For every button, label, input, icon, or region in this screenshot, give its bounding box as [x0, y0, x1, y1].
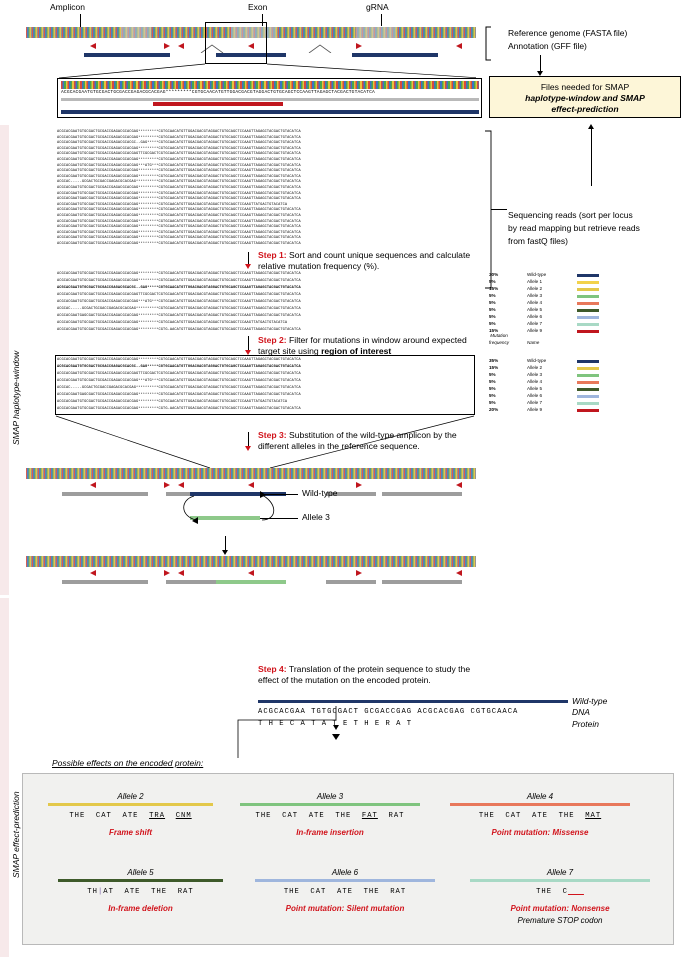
effects-heading: Possible effects on the encoded protein:: [52, 758, 204, 768]
raw-read-line: ACGCACGAATGTGCGACTGCGACCGAGACGCACGAG*********CGTGCAACATGTTGGACGACGTAGGACTGTGCAGCTCCAAGTTAGAGCTACGACTGTACATCA: [57, 157, 301, 162]
selection-box-amplicon: [205, 22, 267, 64]
step4-protein-sequence: T H E C A T A T E T H E R A T: [258, 720, 413, 728]
step2-row-seq: ACGCAC-----GCGACTGCGACCGAGACGCACGAG**********CGTGCAACATGTTGGACGACGTAGGACTGTGCAGCTCCAAGTTAGAGCTACGACTGTACATCA: [57, 386, 301, 390]
step3-collapse-lines: [55, 415, 480, 469]
step1-row-seq: ACGCACGAATGTGCGACTGCGACCGAGACGCACGAG*********CGTG-AACATGTTGGACGACGTAGGACTGTGCAGCTCCAAGTTAGAGCTACGACTGTACATCA: [57, 328, 301, 332]
step4-dna-sequence: ACGCACGAA TGTGCGACT GCGACCGAG ACGCACGAG CGTGCAACA: [258, 708, 519, 716]
step1-row-name: Wild-type: [527, 272, 547, 277]
label-wild-type-dna: Wild-type: [572, 696, 608, 706]
effect-protein-allele4: [450, 812, 630, 820]
zoom-nucleotide-ruler: [61, 81, 479, 89]
step1-row-seq: ACGCACGAATGTGCGACTGCGACCGAGACGCACGC--GAG*****CGTGCAACATGTTGGACGACGTAGGACTGTGCAGCTCCAAGTTAGAGCTACGACTGTACATCA: [57, 286, 301, 290]
effect-title-allele6: Allele 6: [331, 868, 359, 877]
codon: TRA: [149, 811, 166, 820]
effect-title-allele3: Allele 3: [316, 792, 344, 801]
raw-read-line: ACGCACGAATGTGCGACTGCGACCGAGACGCACGAG*********CGTGCAACATGTTGGACGACGTAGGACTGTGCAGCTCCAAGTTAGAGCTACGACTGTACATCA: [57, 225, 301, 230]
arrow-reads-to-files-head: [588, 124, 594, 129]
codon: AT: [103, 887, 114, 896]
step1-row-swatch: [577, 274, 599, 277]
step1-row-seq: ACGCAC-----GCGACTGCGACCGAGACGCACGAG**********CGTGCAACATGTTGGACGACGTAGGACTGTGCAGCTCCAAGTTAGAGCTACGACTGTACATCA: [57, 307, 301, 311]
files-needed-box: [489, 76, 681, 118]
codon: CAT: [95, 811, 112, 820]
effect-item-allele6: [255, 868, 435, 913]
step1-row-seq: ACGCACGAATGAGCGACTGCGACCGAGACGCACGAG*********CGTGCAACATGTTGGACGACGTAGGACTGTGCAGCTCCAAGTTAGAGCTACGACTGTACATCA: [57, 314, 301, 318]
effect-colorbar-allele3: [240, 803, 420, 806]
effect-colorbar-allele6: [255, 879, 435, 882]
codon: CAT: [505, 811, 522, 820]
raw-read-line: ACGCACGAATGTGCGACTGCGACCGAGACGCACGAG*********CGTGCAACATGTTGGACGACGTAGGACTGTGCAGCTCCAAGTTATGACTGTACATCA: [57, 202, 288, 207]
side-label-effect-prediction-text: SMAP effect-prediction: [11, 791, 21, 878]
step1-row-freq: 30%: [489, 272, 499, 277]
step1-row-freq: 5%: [489, 321, 496, 326]
step1-table: [57, 272, 677, 335]
step2-row-swatch: [577, 360, 599, 363]
step3-label: Step 3:: [258, 430, 287, 440]
raw-read-line: ACGCACGAATGTGCGACTGCGACCGAGACGCACGAG*********CGTGCAACATGTTGGACGACGTAGGACTGTGCAGCTCCAAGTTAGAGCTACGACTGTACATCA: [57, 169, 301, 174]
step2-row-freq: 15%: [489, 365, 499, 370]
effect-protein-allele3: [240, 812, 420, 820]
step2-row-freq: 35%: [489, 358, 499, 363]
step1-row-seq: ACGCACGAATGTGCGACTGCGACCGAGACGCACGAG***ATG***CGTGCAACATGTTGGACGACGTAGGACTGTGCAGCTCCAAGTTAGAGCTACGACTGTACATCA: [57, 300, 301, 304]
step1-row-swatch: [577, 330, 599, 333]
codon: ATE: [122, 811, 139, 820]
label-grna: gRNA: [366, 2, 389, 12]
label-amplicon: Amplicon: [50, 2, 85, 12]
genome-track-modified: [26, 556, 476, 592]
raw-read-line: ACGCACGAATGTGCGACTGCGACCGAGACGCACGAG*********CGTGCAACATGTTGGACGACGTAGGACTGTGCAGCTCCAAGTTAGAGCTACGACTGTACATCA: [57, 130, 301, 134]
note-sequencing-reads-2: by read mapping but retrieve reads: [508, 223, 640, 233]
codon: THE: [69, 811, 86, 820]
step2-label: Step 2:: [258, 335, 287, 345]
step2-row-freq: 5%: [489, 372, 496, 377]
effect-title-allele2: Allele 2: [117, 792, 144, 801]
step4-desc: Translation of the protein sequence to study the effect of the mutation on the encoded protein.: [258, 664, 471, 685]
step2-row-seq: ACGCACGAATGTGCGACTGCGACCGAGACGCACGAGTTCGCGACTCGTGCAACATGTTGGACGACGTAGGACTGTGCAGCTCCAAGTTAGAGCTACGACTGTACATCA: [57, 372, 301, 376]
step2-row-freq: 20%: [489, 407, 499, 412]
step1-row-name: Allele 9: [527, 328, 543, 333]
zoom-grey-bar: [61, 98, 479, 101]
raw-read-line: ACGCACGAATGTGCGACTGCGACCGAGACGCACGAG*********CGTGCAACATGTTGGACGACGTAGGACTGTGCAGCTCCAAGTTAGAGCTACGACTGTACATCA: [57, 185, 301, 190]
raw-read-line: ACGCACGAATGTGCGACTGCGACCGAGACGCACGAG*********CGTGCAACATGTTGGACGACGTAGGACTGTGCAGCTCCAAGTTAGAGCTACGACTGTACATCA: [57, 146, 301, 151]
step2-row-name: Allele 6: [527, 393, 543, 398]
effects-bracket: [236, 700, 346, 762]
effect-note-allele7: Premature STOP codon: [517, 915, 603, 925]
step1-row-freq: 5%: [489, 307, 496, 312]
step2-name-header-text: Name: [527, 340, 540, 345]
step2-row-seq: ACGCACGAATGTGCGACTGCGACCGAGACGCACGAG*********CGTG-AACATGTTGGACGACGTAGGACTGTGCAGCTCCAAGTTAGAGCTACGACTGTACATCA: [57, 407, 301, 411]
raw-read-line: ACGCACGAATGTGCGACTGCGACCGAGACGCACGAG*********CGTGCAACATGTTGGACGACGTAGGACTGTGCAGCTCCAAGTTAGAGCTACGACTGTACATCA: [57, 174, 301, 179]
codon: ATE: [532, 811, 548, 820]
codon: THE: [335, 811, 352, 820]
step1-row-freq: 5%: [489, 314, 496, 319]
step4-label: Step 4:: [258, 664, 287, 674]
step1-row-name: Allele 2: [527, 286, 543, 291]
step2-row-name: Allele 7: [527, 400, 543, 405]
step1-row-name: Allele 1: [527, 279, 543, 284]
step2-name-header: [527, 340, 539, 347]
wild-type-leader: [260, 494, 298, 495]
step2-row-swatch: [577, 395, 599, 398]
zoom-amplicon-bar: [61, 110, 479, 114]
raw-read-line: ACGCACGAATGTGCGACTGCGACCGAGACGCACGAG*********CGTGCAACATGTTGGACGACGTAGGACTGTGCAGCTCCAAGTTAGAGCTACGACTGTACATCA: [57, 213, 301, 218]
reads-bracket: [484, 130, 494, 290]
effect-protein-allele5: TH|AT ATE THE RAT: [87, 887, 194, 896]
step1-row-swatch: [577, 302, 599, 305]
step1-row-freq: 15%: [489, 286, 499, 291]
effect-item-allele5: [58, 868, 223, 913]
primer-arrows-middle: [26, 482, 476, 489]
codon: FAT: [361, 811, 378, 820]
codon: MAT: [585, 811, 602, 820]
step2-row-name: Allele 9: [527, 407, 543, 412]
codon: THE: [151, 887, 168, 896]
step1-label: Step 1:: [258, 250, 287, 260]
effect-colorbar-allele5: [58, 879, 223, 882]
note-reference-genome: Reference genome (FASTA file): [508, 28, 628, 38]
step2-table: [57, 358, 677, 414]
step2-desc: Filter for mutations in window around expected target site using: [258, 335, 467, 356]
raw-read-line: ACGCACGAATGAGCGACTGCGACCGAGACGCACGAG*********CGTGCAACATGTTGGACGACGTAGGACTGTGCAGCTCCAAGTTAGAGCTACGACTGTACATCA: [57, 197, 301, 202]
step2-freq-header: [480, 333, 518, 346]
zoom-connector-lines: [26, 63, 476, 79]
codon: THE: [536, 887, 553, 896]
codon: THE: [255, 811, 272, 820]
step1-row-swatch: [577, 281, 599, 284]
effect-caption-allele7: Point mutation: Nonsense: [510, 903, 610, 913]
files-needed-line2: haplotype-window and SMAP: [525, 93, 645, 103]
label-exon: Exon: [248, 2, 268, 12]
codon: THE: [558, 811, 575, 820]
effect-caption-allele5: In-frame deletion: [108, 903, 173, 913]
step2-row-seq: ACGCACGAATGTGCGACTGCGACCGAGACGCACGAG*********CGTGCAACATGTTGGACGACGTAGGACTGTGCAGCTCCAAGTTAGAGCTACGACTGTACATCA: [57, 358, 301, 362]
step2-row-swatch: [577, 381, 599, 384]
codon: TH: [87, 887, 98, 896]
files-needed-line3: effect-prediction: [551, 104, 619, 114]
step2-row-seq: ACGCACGAATGTGCGACTGCGACCGAGACGCACGAG***ATG***CGTGCAACATGTTGGACGACGTAGGACTGTGCAGCTCCAAGTTAGAGCTACGACTGTACATCA: [57, 379, 301, 383]
raw-read-line: ACGCACGAATGTGCGACTGCGACCGAGACGCACGAG*********CGTGCAACATGTTGGACGACGTAGGACTGTGCAGCTCCAAGTTAGAGCTACGACTGTACATCA: [57, 191, 301, 196]
codon: RAT: [177, 887, 194, 896]
step2-row-name: Allele 4: [527, 379, 543, 384]
step1-row-name: Allele 3: [527, 293, 543, 298]
step1-row-seq: ACGCACGAATGTGCGACTGCGACCGAGACGCACGAGTTCGCGACTCGTGCAACATGTTGGACGACGTAGGACTGTGCAGCTCCAAGTTAGAGCTACGACTGTACATCA: [57, 293, 301, 297]
step1-row-name: Allele 7: [527, 321, 543, 326]
primer-arrows-modified: [26, 570, 476, 577]
swap-region: [190, 488, 490, 532]
effect-protein-allele7: [470, 888, 650, 896]
step2-row-name: Allele 3: [527, 372, 543, 377]
step1-row-seq: ACGCACGAATGTGCGACTGCGACCGAGACGCACGAG*********CGTGCAACATGTTGGACGACGTAGGACTGTGCAGCTCCAAGTTAGAGCTACGACTGTACATCA: [57, 272, 301, 276]
step2-row-swatch: [577, 374, 599, 377]
effect-title-allele5: Allele 5: [127, 868, 154, 877]
step2-row-name: Wild-type: [527, 358, 547, 363]
codon: THE: [478, 811, 495, 820]
raw-read-line: ACGCACGAATGTGCGACTGCGACCGAGACGCACGAG*********CGTGCAACATGTTGGACGACGTAGGACTGTGCAGCTCCAAGTTAGAGCTACGACTGTACATCA: [57, 241, 301, 246]
effect-protein-allele6: [255, 888, 435, 896]
swap-connector: [182, 490, 282, 532]
effect-caption-allele3: In-frame insertion: [296, 827, 364, 837]
raw-read-line: ACGCACGAATGTGCGACTGCGACCGAGACGCACGAG*********CGTGCAACATGTTGGACGACGTAGGACTGTGCAGCTCCAAGTTAGAGCTACGACTGTACATCA: [57, 135, 301, 140]
note-sequencing-reads-1: Sequencing reads (sort per locus: [508, 210, 633, 220]
zoom-sequence-text: ACGCACGAATGTGCGACTGCGACCGAGACGCACGAG*********CGTGCAACATGTTGGACGACGTAGGACTGTGCAGCTCCAAGTTAGAGCTACGACTGTACATCA: [61, 90, 375, 95]
raw-read-line: ACGCACGAATGTGCGACTGCGACCGAGACGCACGAG*********CGTGCAACATGTTGGACGACGTAGGACTGTGCAGCTCCAAGTTAGAGCTACGACTGTACATCA: [57, 219, 301, 224]
codon: THE: [363, 887, 380, 896]
step2-roi: region of interest: [321, 346, 392, 356]
raw-read-line: ACGCACGAATGTGCGACTGCGACCGAGACGCACGAG*********CGTGCAACATGTTGGACGACGTAGGACTGTGCAGCTCCAAGTTAGAGCTACGACTGTACATCA: [57, 236, 301, 241]
raw-read-line: ACGCAC-----GCGACTGCGACCGAGACGCACGAG**********CGTGCAACATGTTGGACGACGTAGGACTGTGCAGCTCCAAGTTAGAGCTACGACTGTACATCA: [57, 180, 301, 185]
codon: THE: [283, 887, 300, 896]
step2-row-freq: 5%: [489, 379, 496, 384]
effect-title-allele4: Allele 4: [526, 792, 554, 801]
files-needed-line1: Files needed for SMAP: [540, 82, 630, 92]
step1-row-freq: 15%: [489, 328, 499, 333]
label-allele3: Allele 3: [302, 512, 330, 522]
effect-item-allele4: [450, 792, 630, 837]
codon: RAT: [390, 887, 407, 896]
step2-row-seq: ACGCACGAATGTGCGACTGCGACCGAGACGCACGAG*********CGTGCAACATGTTGGACGACGTAGGACTGTGCAGCTCCAAGTTATGACTGTACATCA: [57, 400, 288, 404]
codon: ATE: [308, 811, 325, 820]
sidebar-bar-effect: [0, 598, 9, 957]
side-label-haplotype-window-text: SMAP haplotype-window: [11, 350, 21, 445]
label-dna: DNA: [572, 707, 590, 717]
arrow-step1-head: [245, 264, 251, 269]
step1-row-swatch: [577, 316, 599, 319]
effect-caption-allele4: Point mutation: Missense: [491, 827, 589, 837]
reference-bracket: [484, 26, 492, 62]
codon: RAT: [388, 811, 405, 820]
effects-bracket-arrow: [333, 725, 339, 730]
raw-reads-block: [57, 130, 482, 247]
step3-desc: Substitution of the wild-type amplicon by the different alleles in the reference sequence.: [258, 430, 457, 451]
sidebar-bar-haplotype: [0, 125, 9, 595]
codon: C: [562, 887, 568, 896]
label-wild-type: Wild-type: [302, 488, 338, 498]
step1-row-name: Allele 6: [527, 314, 543, 319]
codon: ATE: [337, 887, 353, 896]
effect-colorbar-allele7: [470, 879, 650, 882]
step2-row-freq: 5%: [489, 400, 496, 405]
step1-row-seq: ACGCACGAATGTGCGACTGCGACCGAGACGCACGAG*********CGTGCAACATGTTGGACGACGTAGGACTGTGCAGCTCCAAGTTATGACTGTACATCA: [57, 321, 288, 325]
step2-freq-header-text: Mutation frequency: [488, 333, 510, 345]
step2-row-seq: ACGCACGAATGAGCGACTGCGACCGAGACGCACGAG*********CGTGCAACATGTTGGACGACGTAGGACTGTGCAGCTCCAAGTTAGAGCTACGACTGTACATCA: [57, 393, 301, 397]
step1-text: [258, 250, 473, 272]
step2-row-swatch: [577, 402, 599, 405]
step1-row-freq: 5%: [489, 293, 496, 298]
step2-row-seq: ACGCACGAATGTGCGACTGCGACCGAGACGCACGC--GAG*****CGTGCAACATGTTGGACGACGTAGGACTGTGCAGCTCCAAGTTAGAGCTACGACTGTACATCA: [57, 365, 301, 369]
step1-row-swatch: [577, 288, 599, 291]
reads-bracket-connector: [491, 209, 507, 210]
arrow-to-modified-genome-head: [222, 550, 228, 555]
zoomed-sequence-panel: [57, 78, 482, 118]
step1-row-freq: 5%: [489, 300, 496, 305]
zoom-grna-bar: [153, 102, 283, 106]
effect-colorbar-allele2: [48, 803, 213, 806]
step1-row-swatch: [577, 323, 599, 326]
arrow-reads-to-files: [591, 128, 592, 186]
raw-read-line: ACGCACGAATGTGCGACTGCGACCGAGACGCACGAG***ATG***CGTGCAACATGTTGGACGACGTAGGACTGTGCAGCTCCAAGTTAGAGCTACGACTGTACATCA: [57, 163, 301, 168]
step2-row-name: Allele 2: [527, 365, 543, 370]
effect-title-allele7: Allele 7: [546, 868, 574, 877]
label-protein: Protein: [572, 719, 599, 729]
step2-row-freq: 5%: [489, 393, 496, 398]
raw-read-line: ACGCACGAATGTGCGACTGCGACCGAGACGCACGAGTTCGCGACTCGTGCAACATGTTGGACGACGTAGGACTGTGCAGCTCCAAGTTAGAGCTACGACTGTACATCA: [57, 152, 301, 157]
step2-row-swatch: [577, 367, 599, 370]
step2-text: [258, 335, 473, 357]
effect-protein-allele2: [48, 812, 213, 820]
codon: CAT: [282, 811, 299, 820]
raw-read-line: ACGCACGAATGTGCGACTGCGACCGAGACGCACGC--GAG*****CGTGCAACATGTTGGACGACGTAGGACTGTGCAGCTCCAAGTTAGAGCTACGACTGTACATCA: [57, 141, 301, 146]
step4-text: [258, 664, 488, 686]
pointer-grna: [381, 14, 382, 26]
step1-desc: Sort and count unique sequences and calculate relative mutation frequency (%).: [258, 250, 471, 271]
raw-read-line: ACGCACGAATGTGCGACTGCGACCGAGACGCACGAG*********CGTGCAACATGTTGGACGACGTAGGACTGTGCAGCTCCAAGTTAGAGCTACGACTGTACATCA: [57, 230, 301, 235]
step1-row-name: Allele 4: [527, 300, 543, 305]
effect-caption-allele2: Frame shift: [108, 827, 153, 837]
step2-row-swatch: [577, 409, 599, 412]
effect-item-allele3: [240, 792, 420, 837]
step1-row-swatch: [577, 295, 599, 298]
codon: CAT: [310, 887, 327, 896]
step1-row-swatch: [577, 309, 599, 312]
step2-row-freq: 5%: [489, 386, 496, 391]
genome-strip-middle: [26, 468, 476, 479]
allele3-leader: [260, 518, 298, 519]
effect-item-allele7: [470, 868, 650, 925]
effect-caption-allele6: Point mutation: Silent mutation: [285, 903, 405, 913]
codon: CNM: [175, 811, 192, 820]
step1-row-seq: ACGCACGAATGTGCGACTGCGACCGAGACGCACGAG*********CGTGCAACATGTTGGACGACGTAGGACTGTGCAGCTCCAAGTTAGAGCTACGACTGTACATCA: [57, 279, 301, 283]
amplicon-bars-modified: [26, 580, 476, 585]
codon: ATE: [124, 887, 141, 896]
step1-row-name: Allele 5: [527, 307, 543, 312]
raw-read-line: ACGCACGAATGTGCGACTGCGACCGAGACGCACGAG*********CGTGCAACATGTTGGACGACGTAGGACTGTGCAGCTCCAAGTTAGAGCTACGACTGTACATCA: [57, 208, 301, 213]
step1-row-freq: 5%: [489, 279, 496, 284]
effect-colorbar-allele4: [450, 803, 630, 806]
note-sequencing-reads-3: from fastQ files): [508, 236, 568, 246]
step2-row-name: Allele 5: [527, 386, 543, 391]
genome-strip-modified: [26, 556, 476, 567]
step2-row-swatch: [577, 388, 599, 391]
note-annotation: Annotation (GFF file): [508, 41, 587, 51]
effect-item-allele2: [48, 792, 213, 837]
